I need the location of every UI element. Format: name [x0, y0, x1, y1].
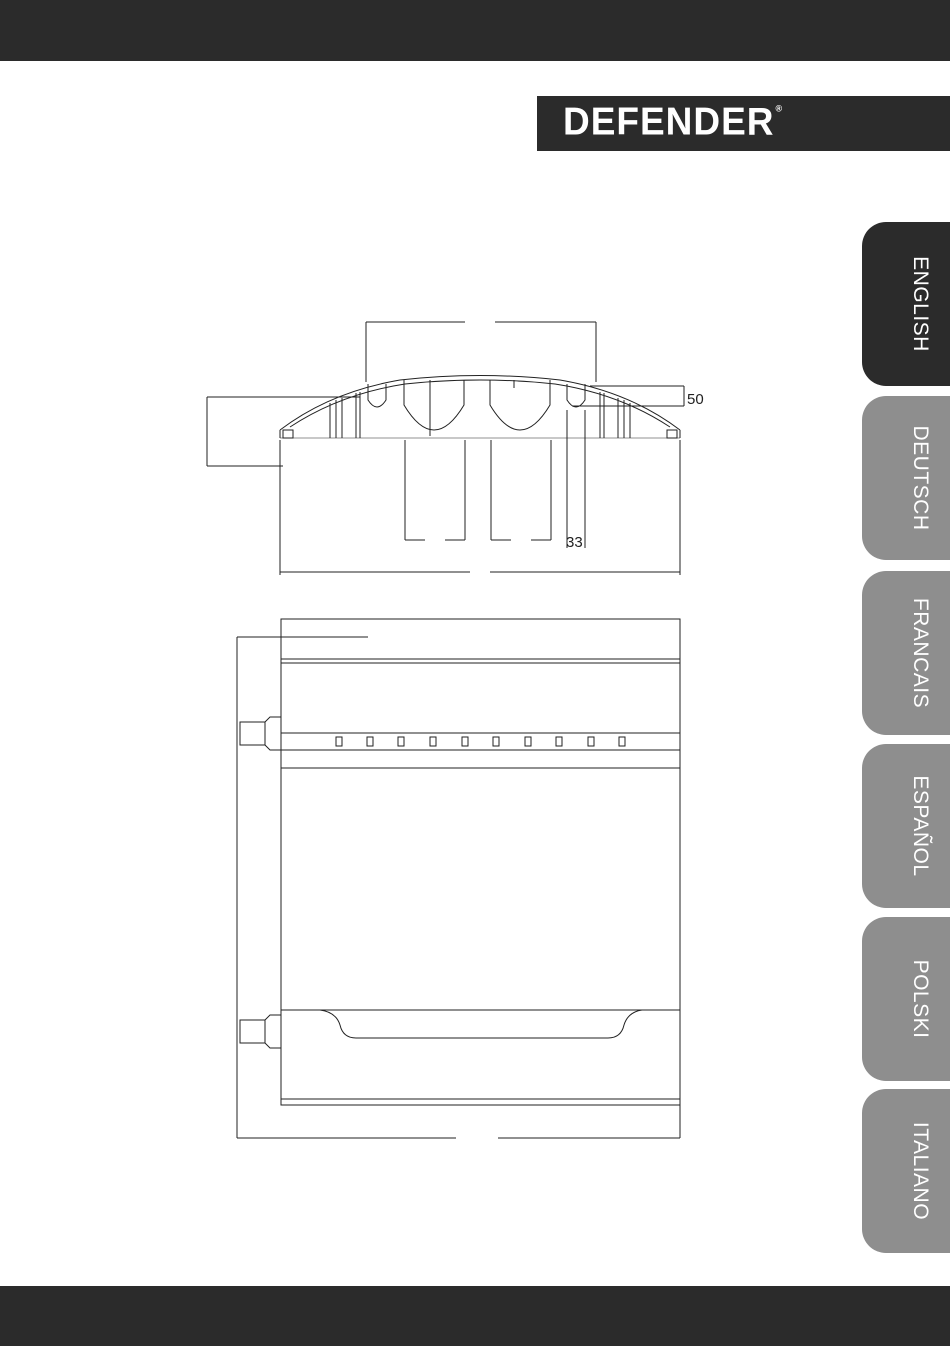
- cross-section: [207, 322, 684, 575]
- registered-mark: ®: [775, 103, 784, 114]
- tab-label: DEUTSCH: [909, 425, 932, 531]
- bottom-bar: [0, 1286, 950, 1346]
- tab-label: ITALIANO: [909, 1121, 932, 1221]
- tab-label: FRANCAIS: [909, 597, 932, 709]
- dimension-label-50: 50: [687, 391, 704, 408]
- dimension-label-33: 33: [566, 534, 583, 551]
- tab-label: ENGLISH: [909, 256, 932, 352]
- brand-name: DEFENDER: [563, 99, 775, 143]
- tab-label: ESPAÑOL: [909, 775, 932, 877]
- plan-view: [237, 619, 680, 1138]
- tab-label: POLSKI: [909, 959, 932, 1039]
